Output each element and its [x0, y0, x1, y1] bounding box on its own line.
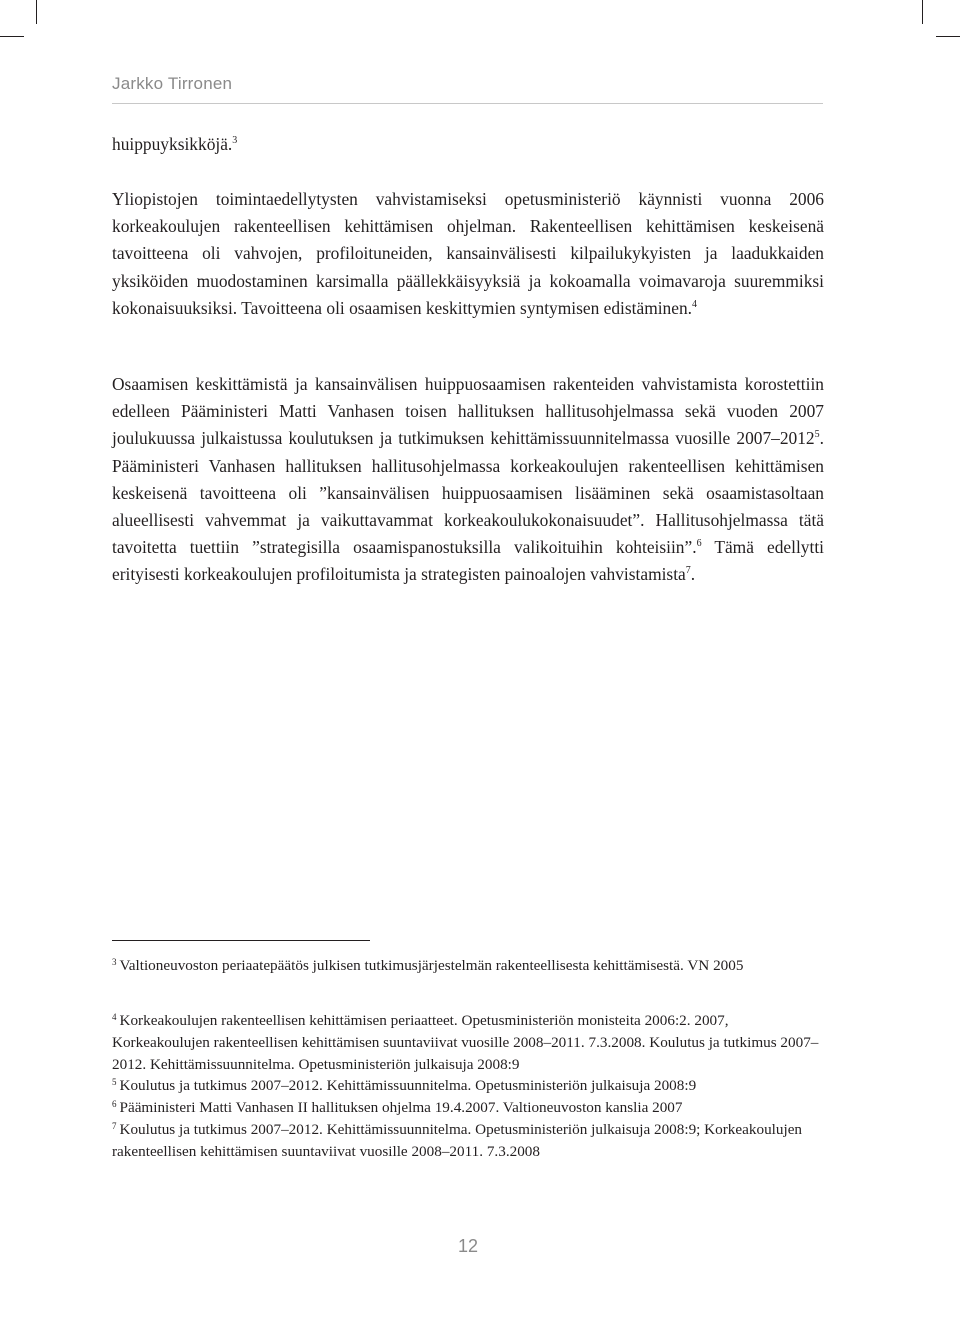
crop-mark-top-left-vertical: [36, 0, 37, 24]
paragraph-1: [112, 131, 824, 158]
paragraph-3-text-a: Osaamisen keskittämistä ja kansainvälisen huippuosaamisen rakenteiden vahvistamista korostettiin edelleen Pääministeri Matti Vanhasen toisen hallituksen hallitusohjelmassa sekä vuoden 2007 joulukuussa julkaistussa koulutuksen ja tutkimuksen kehittämissuunnitelmassa vuosille 2007–2012: [112, 374, 824, 449]
footnote-text: Pääministeri Matti Vanhasen II hallituksen ohjelma 19.4.2007. Valtioneuvoston kanslia 2007: [119, 1099, 683, 1116]
footnote-7: [112, 1119, 824, 1163]
footnote-ref: 6: [696, 538, 702, 550]
footnote-number: 7: [112, 1120, 117, 1131]
paragraph-2-text: Yliopistojen toimintaedellytysten vahvistamiseksi opetusministeriö käynnisti vuonna 2006 korkeakoulujen rakenteellisen kehittämisen ohjelman. Rakenteellisen kehittämisen keskeisenä tavoitteena oli vahvojen, profiloituneiden, kansainvälisesti kilpailukykyisten ja laadukkaiden yksiköiden muodostaminen karsimalla päällekkäisyyksiä ja kokoamalla voimavaroja suuremmiksi kokonaisuuksiksi. Tavoitteena oli osaamisen keskittymien syntymisen edistäminen.: [112, 189, 824, 318]
footnote-number: 5: [112, 1076, 117, 1087]
footnote-ref: 5: [814, 429, 820, 441]
paragraph-3: [112, 371, 824, 589]
footnote-text: Koulutus ja tutkimus 2007–2012. Kehittämissuunnitelma. Opetusministeriön julkaisuja 2008:9; Korkeakoulujen rakenteellisen kehittämisen suuntaviivat vuosille 2008–2011. 7.3.2008: [112, 1121, 803, 1160]
footnote-6: [112, 1097, 824, 1119]
crop-mark-top-left-horizontal: [0, 36, 24, 37]
footnote-number: 6: [112, 1098, 117, 1109]
paragraph-3-text-d: .: [690, 564, 696, 585]
footnote-rule: [112, 940, 370, 941]
footnote-5: [112, 1075, 824, 1097]
running-head-author: Jarkko Tirronen: [112, 74, 233, 93]
paragraph-2: [112, 186, 824, 322]
footnote-number: 4: [112, 1011, 117, 1022]
header-rule: [112, 103, 823, 104]
crop-mark-top-right-horizontal: [936, 36, 960, 37]
footnote-text: Koulutus ja tutkimus 2007–2012. Kehittämissuunnitelma. Opetusministeriön julkaisuja 2008:9: [119, 1077, 697, 1094]
paragraph-3-text-c: Tämä edellytti erityisesti korkeakoulujen profiloitumista ja strategisten painoalojen vahvistamista: [112, 537, 824, 585]
footnote-3: [112, 955, 824, 977]
footnote-ref: 7: [685, 565, 691, 577]
footnote-4: [112, 1010, 824, 1076]
footnote-text: Valtioneuvoston periaatepäätös julkisen tutkimusjärjestelmän rakenteellisesta kehittämisestä. VN 2005: [119, 957, 744, 974]
footnote-number: 3: [112, 956, 117, 967]
crop-mark-top-right-vertical: [922, 0, 923, 24]
footnote-text: Korkeakoulujen rakenteellisen kehittämisen periaatteet. Opetusministeriön monisteita 2006:2. 2007, Korkeakoulujen rakenteellisen kehittämisen suuntaviivat vuosille 2008–2011. 7.3.2008. Koulutus ja tutkimus 2007–2012. Kehittämissuunnitelma. Opetusministeriön julkaisuja 2008:9: [112, 1012, 819, 1073]
footnote-ref: 3: [232, 135, 238, 146]
page-number: 12: [457, 1236, 479, 1256]
footnote-ref: 4: [692, 298, 698, 310]
paragraph-3-text-b: . Pääministeri Vanhasen hallituksen hallitusohjelmassa korkeakoulujen rakenteellisen kehittämisen keskeisenä tavoitteena oli ”kansainvälisen huippuosaamisen lisääminen sekä osaamistasoltaan alueellisesti vahvemmat ja vaikuttavammat korkeakoulukokonaisuudet”. Hallitusohjelmassa tätä tavoitetta tuettiin ”strategisilla osaamispanostuksilla valikoituihin kohteisiin”.: [112, 428, 824, 558]
paragraph-1-text: huippuyksikköjä.: [112, 134, 233, 154]
